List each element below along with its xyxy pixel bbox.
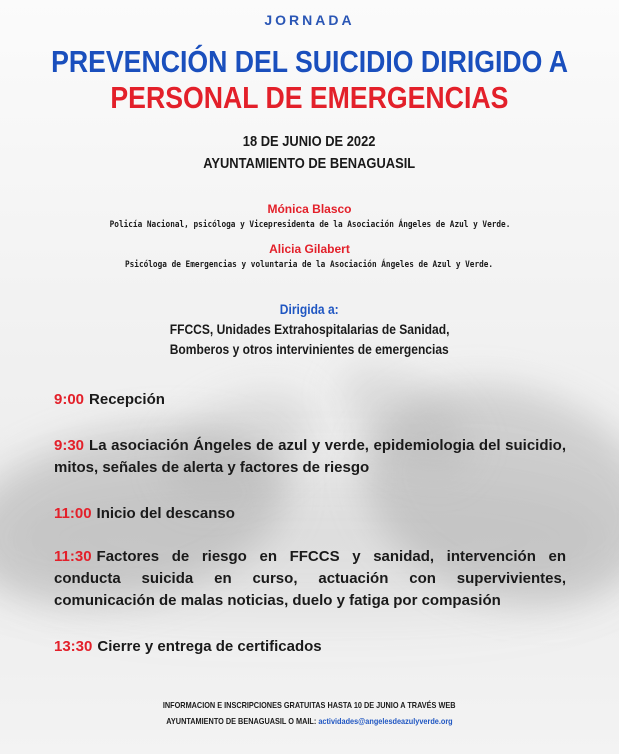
audience-line-1 — [0, 321, 619, 337]
speaker-2-description — [0, 260, 619, 270]
schedule-time: 11:30 — [54, 548, 92, 565]
footer-info-line-2-text: AYUNTAMIENTO DE BENAGUASIL O MAIL: — [166, 716, 317, 726]
audience-line-2-text: Bomberos y otros intervinientes de emergencias — [169, 341, 450, 357]
audience-label — [0, 301, 619, 317]
speaker-2-description-text: Psicóloga de Emergencias y voluntaria de la Asociación Ángeles de Azul y Verde. — [125, 260, 494, 270]
schedule-time: 11:00 — [54, 505, 92, 522]
schedule-text: Factores de riesgo en FFCCS y sanidad, intervención en conducta suicida en curso, actuación con supervivientes, comunicación de malas noticias, duelo y fatiga por compasión — [54, 548, 566, 609]
title-line-1-text: PREVENCIÓN DEL SUICIDIO DIRIGIDO A — [51, 44, 568, 79]
footer-info-line-1 — [0, 700, 619, 710]
schedule-text: La asociación Ángeles de azul y verde, epidemiologia del suicidio, mitos, señales de alerta y factores de riesgo — [54, 437, 566, 476]
audience-label-text: Dirigida a: — [280, 301, 339, 317]
schedule-text: Recepción — [89, 391, 165, 408]
audience-line-2 — [0, 341, 619, 357]
event-date — [0, 133, 619, 150]
kicker-label — [0, 12, 619, 28]
audience-line-1-text: FFCCS, Unidades Extrahospitalarias de Sanidad, — [169, 321, 450, 337]
speaker-1-name: Mónica Blasco — [267, 202, 352, 216]
contact-email-link[interactable]: actividades@angelesdeazulyverde.org — [318, 716, 453, 726]
schedule-text: Cierre y entrega de certificados — [97, 638, 322, 655]
schedule-item — [54, 636, 566, 658]
speaker-2-name: Alicia Gilabert — [269, 242, 350, 256]
kicker-text: JORNADA — [264, 12, 355, 28]
event-date-text: 18 DE JUNIO DE 2022 — [243, 133, 376, 150]
footer-info-line-2 — [0, 716, 619, 726]
speaker-1-description — [0, 220, 619, 230]
schedule-item — [54, 389, 566, 411]
schedule-time: 9:00 — [54, 391, 85, 408]
title-line-2 — [0, 80, 619, 116]
speaker-1-description-text: Policía Nacional, psicóloga y Vicepresidenta de la Asociación Ángeles de Azul y Verde. — [109, 220, 510, 230]
schedule-item — [54, 546, 566, 612]
event-venue — [0, 155, 619, 172]
event-venue-text: AYUNTAMIENTO DE BENAGUASIL — [203, 155, 416, 172]
footer-info-line-1-text: INFORMACION E INSCRIPCIONES GRATUITAS HASTA 10 DE JUNIO A TRAVÉS WEB — [163, 700, 456, 710]
schedule-time: 9:30 — [54, 437, 85, 454]
schedule-item — [54, 503, 566, 525]
title-line-1 — [0, 44, 619, 80]
title-line-2-text: PERSONAL DE EMERGENCIAS — [110, 80, 509, 115]
schedule-item — [54, 435, 566, 479]
schedule-text: Inicio del descanso — [96, 505, 235, 522]
schedule-time: 13:30 — [54, 638, 93, 655]
